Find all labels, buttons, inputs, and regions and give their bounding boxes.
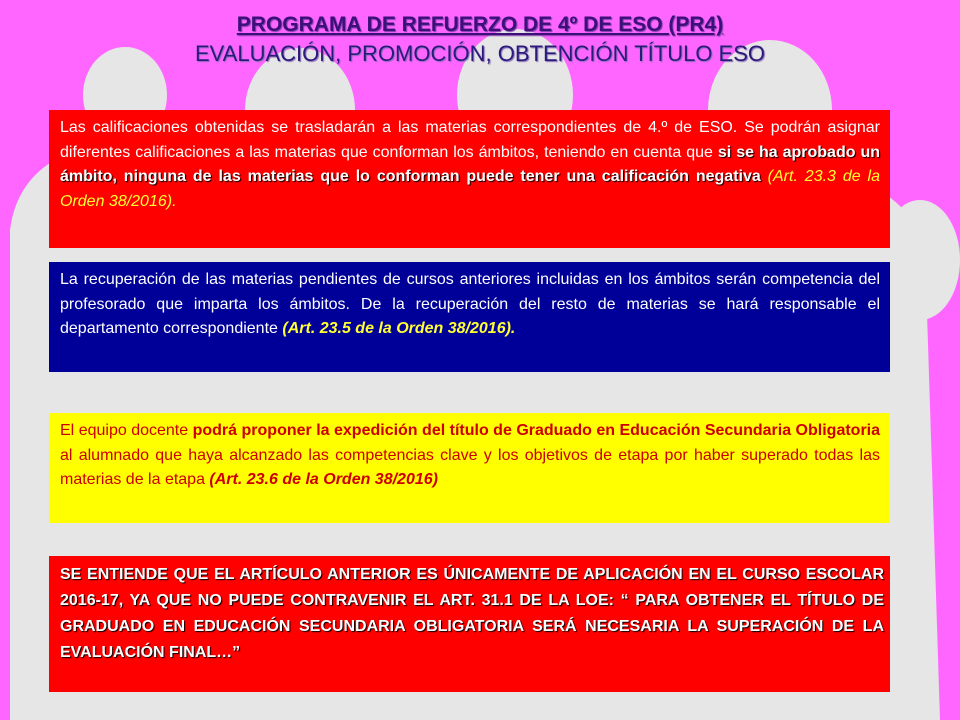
grading-text: Las calificaciones obtenidas se trasladarán a las materias correspondientes de 4.º de ESO. Se podrán asignar diferentes calificaciones a las materias que conforman los ámbitos, teniendo en cuenta que bbox=[60, 119, 880, 161]
grading-bold-text: si se ha aprobado un ámbito, ninguna de las materias que lo conforman puede tener una calificación negativa bbox=[60, 143, 881, 185]
title-block bbox=[0, 12, 960, 68]
degree-text-a: El equipo docente bbox=[60, 422, 193, 439]
grading-reference: (Art. 23.3 de la Orden 38/2016). bbox=[60, 168, 881, 210]
note-text: SE ENTIENDE QUE EL ARTÍCULO ANTERIOR ES ÚNICAMENTE DE APLICACIÓN EN EL CURSO ESCOLAR 2016-17, YA QUE NO PUEDE CONTRAVENIR EL ART. 31.1 DE LA LOE: “ PARA OBTENER EL TÍTULO DE GRADUADO EN EDUCACIÓN SECUNDARIA OBLIGATORIA SERÁ NECESARIA LA SUPERACIÓN DE LA EVALUACIÓN FINAL…” bbox=[60, 566, 884, 661]
degree-reference: (Art. 23.6 de la Orden 38/2016) bbox=[209, 471, 438, 488]
degree-bold-text: podrá proponer la expedición del título de Graduado en Educación Secundaria Obligatoria bbox=[192, 422, 881, 439]
note-box bbox=[49, 556, 890, 692]
degree-box bbox=[49, 413, 890, 523]
grading-box bbox=[49, 110, 890, 248]
recovery-box bbox=[49, 262, 890, 372]
page-subtitle: EVALUACIÓN, PROMOCIÓN, OBTENCIÓN TÍTULO ESO bbox=[194, 41, 766, 66]
page-title: PROGRAMA DE REFUERZO DE 4º DE ESO (PR4) bbox=[236, 13, 724, 36]
degree-text-b: al alumnado que haya alcanzado las competencias clave y los objetivos de etapa por haber superado todas las materias de la etapa bbox=[60, 446, 880, 488]
recovery-reference: (Art. 23.5 de la Orden 38/2016). bbox=[282, 320, 516, 337]
recovery-text: La recuperación de las materias pendientes de cursos anteriores incluidas en los ámbitos serán competencia del profesorado que imparta los ámbitos. De la recuperación del resto de materias se hará responsable el departamento correspondiente bbox=[60, 271, 880, 337]
